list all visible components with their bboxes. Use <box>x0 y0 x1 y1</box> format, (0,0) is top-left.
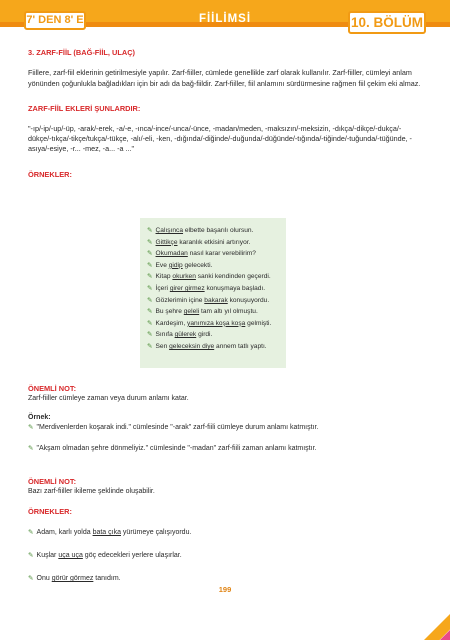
note2-block <box>28 477 428 584</box>
note2-example-item <box>28 528 428 538</box>
suffix-heading: ZARF-FİİL EKLERİ ŞUNLARDIR: <box>28 104 141 114</box>
sentence-text: sanki kendinden geçerdi. <box>195 273 271 281</box>
example-item <box>147 295 287 307</box>
note2-example-item <box>28 551 428 561</box>
page-header <box>0 0 450 40</box>
sentence-text: annem tatlı yaptı. <box>214 342 267 350</box>
examples-heading: ÖRNEKLER: <box>28 169 72 179</box>
section-title: 3. ZARF-FİİL (BAĞ-FİİL, ULAÇ) <box>28 48 136 57</box>
note1-example-2-text: "Akşam olmadan şehre dönmeliyiz." cümlesinde "-madan" zarf-fiili zaman anlamı katmıştır. <box>36 445 317 452</box>
sentence-text: yürümeye çalışıyordu. <box>120 529 192 536</box>
stripe-decoration <box>388 578 450 640</box>
pencil-icon: ✎ <box>147 284 153 292</box>
note2-examples-list <box>28 528 428 584</box>
underlined-verbal: okurken <box>172 273 196 281</box>
sentence-text: gelecekti. <box>182 261 213 269</box>
note1-example-1-text: "Merdivenlerden koşarak indi." cümlesinde "-arak" zarf-fiili cümleye durum anlamı katmıştır. <box>36 424 319 431</box>
pencil-icon: ✎ <box>28 552 34 559</box>
example-item <box>147 248 287 260</box>
example-item <box>147 329 287 341</box>
pencil-icon: ✎ <box>147 227 153 234</box>
sentence-text: Sen <box>155 342 170 350</box>
sentence-text: Kuşlar <box>36 552 59 559</box>
underlined-verbal: uça uça <box>58 552 83 559</box>
example-item <box>147 283 287 295</box>
sentence-text: Kitap <box>155 273 173 281</box>
sentence-text: girdi. <box>196 331 213 339</box>
note1-example-1 <box>28 423 428 433</box>
page-number: 199 <box>218 585 232 594</box>
underlined-verbal: geleceksin diye <box>169 342 215 350</box>
underlined-verbal: görür görmez <box>51 575 94 582</box>
sentence-text: Bu şehre <box>155 308 184 316</box>
pencil-icon: ✎ <box>147 261 153 269</box>
example-item <box>147 260 287 272</box>
grade-tag: 7' DEN 8' E <box>24 11 86 30</box>
note1-text: Zarf-fiiller cümleye zaman veya durum anlamı katar. <box>28 395 189 402</box>
underlined-verbal: bata çıka <box>92 529 121 536</box>
sentence-text: tanıdım. <box>93 575 121 582</box>
sentence-text: İçeri <box>155 284 170 292</box>
note2-example-item <box>28 574 428 584</box>
section-content <box>28 48 424 180</box>
example-item <box>147 306 287 318</box>
sentence-text: konuşmaya başladı. <box>204 284 266 292</box>
underlined-verbal: Okumadan <box>155 250 188 258</box>
sentence-text: gelmişti. <box>245 319 272 327</box>
pencil-icon: ✎ <box>147 331 153 339</box>
underlined-verbal: Gittikçe <box>155 238 178 246</box>
pencil-icon: ✎ <box>147 238 153 246</box>
sentence-text: Eve <box>155 261 169 269</box>
underlined-verbal: yanımıza koşa koşa <box>187 319 246 327</box>
note1-title: ÖNEMLİ NOT: <box>28 384 77 393</box>
pencil-icon: ✎ <box>147 273 153 281</box>
intro-paragraph: Fiillere, zarf-fiil eklerinin getirilmesiyle yapılır. Zarf-fiiller, cümlede genellikle zarf olarak kullanılır. Zarf-fiiller, cümleyi anlam yönünden çoğunlukla bağladıkları için bir adı da bağ-fiildir. Zarf-fiiller, fiil anlamını sürdürmesine rağmen fiil çekim eki almaz. <box>28 68 421 88</box>
sentence-text: Sınıfa <box>155 331 175 339</box>
note1-block <box>28 384 428 454</box>
example-item <box>147 271 287 283</box>
note1-example-label: Örnek: <box>28 414 51 421</box>
note1-example-2 <box>28 444 428 454</box>
pencil-icon: ✎ <box>28 575 34 582</box>
pencil-icon: ✎ <box>28 445 34 452</box>
sentence-text: nasıl karar verebilirim? <box>187 250 256 258</box>
pencil-icon: ✎ <box>147 342 153 350</box>
sentence-text: Gözlerimin içine <box>155 296 205 304</box>
pencil-icon: ✎ <box>147 296 153 304</box>
sentence-text: konuşuyordu. <box>227 296 270 304</box>
pencil-icon: ✎ <box>147 308 153 316</box>
chapter-tag: 10. BÖLÜM <box>348 11 426 34</box>
unit-title: FİİLİMSİ <box>198 13 252 25</box>
note2-title: ÖNEMLİ NOT: <box>28 477 77 486</box>
note2-examples-heading: ÖRNEKLER: <box>28 507 72 516</box>
example-item <box>147 237 287 249</box>
sentence-text: elbette başarılı olursun. <box>183 227 254 234</box>
sentence-text: karanlık etkisini artırıyor. <box>177 238 251 246</box>
pencil-icon: ✎ <box>28 529 34 536</box>
examples-list <box>147 225 287 353</box>
pencil-icon: ✎ <box>147 319 153 327</box>
underlined-verbal: gidip <box>168 261 183 269</box>
underlined-verbal: bakarak <box>204 296 228 304</box>
underlined-verbal: gülerek <box>174 331 197 339</box>
example-item <box>147 225 287 237</box>
example-item <box>147 341 287 353</box>
sentence-text: Onu <box>36 575 52 582</box>
note2-text: Bazı zarf-fiiller ikileme şeklinde oluşabilir. <box>28 488 155 495</box>
example-item <box>147 318 287 330</box>
sentence-text: Adam, karlı yolda <box>36 529 93 536</box>
pencil-icon: ✎ <box>147 250 153 258</box>
underlined-verbal: geleli <box>183 308 200 316</box>
suffix-list: "-ıp/-ip/-up/-üp, -arak/-erek, -a/-e, -ınca/-ince/-unca/-ünce, -madan/meden, -maksızın/-meksizin, -dıkça/-dikçe/-dukça/-dükçe/-tıkça/-tikçe/tukça/-tükçe, -alı/-eli, -ken, -dığında/-diğinde/-duğunda/-düğünde/-tığında/-tiğinde/-tuğunda/-tüğünde, -asıya/-esiye, -r... -mez, -a... -a ..." <box>28 123 412 154</box>
sentence-text: tam altı yıl olmuştu. <box>199 308 258 316</box>
underlined-verbal: girer girmez <box>169 284 205 292</box>
sentence-text: göç edecekleri yerlere ulaşırlar. <box>82 552 182 559</box>
pencil-icon: ✎ <box>28 424 34 431</box>
underlined-verbal: Çalışınca <box>155 227 184 234</box>
sentence-text: Kardeşim, <box>155 319 188 327</box>
